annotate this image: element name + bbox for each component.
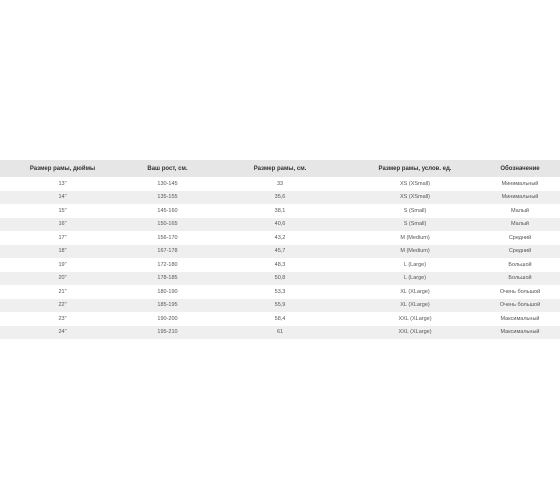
cell-designation: Максимальный: [480, 326, 560, 340]
cell-designation: Минимальный: [480, 177, 560, 191]
cell-cm: 33: [210, 177, 350, 191]
cell-size-code: M (Medium): [350, 231, 480, 245]
cell-cm: 55,9: [210, 299, 350, 313]
cell-inches: 23": [0, 312, 125, 326]
cell-inches: 18": [0, 245, 125, 259]
cell-size-code: M (Medium): [350, 245, 480, 259]
cell-designation: Максимальный: [480, 312, 560, 326]
cell-size-code: L (Large): [350, 272, 480, 286]
cell-inches: 22": [0, 299, 125, 313]
cell-cm: 58,4: [210, 312, 350, 326]
table-row: [0, 245, 560, 259]
cell-height: 150-165: [125, 218, 210, 232]
cell-cm: 35,6: [210, 191, 350, 205]
cell-designation: Малый: [480, 204, 560, 218]
header-height-cm: Ваш рост, см.: [125, 160, 210, 177]
cell-designation: Очень большой: [480, 285, 560, 299]
cell-designation: Средний: [480, 231, 560, 245]
cell-inches: 24": [0, 326, 125, 340]
cell-cm: 48,3: [210, 258, 350, 272]
table-row: [0, 285, 560, 299]
cell-height: 180-190: [125, 285, 210, 299]
cell-cm: 61: [210, 326, 350, 340]
cell-size-code: XXL (XLarge): [350, 326, 480, 340]
cell-inches: 15": [0, 204, 125, 218]
table-row: [0, 312, 560, 326]
cell-height: 178-185: [125, 272, 210, 286]
cell-designation: Минимальный: [480, 191, 560, 205]
table-row: [0, 204, 560, 218]
cell-size-code: S (Small): [350, 218, 480, 232]
table-header: [0, 160, 560, 177]
cell-size-code: XS (XSmall): [350, 177, 480, 191]
cell-height: 156-170: [125, 231, 210, 245]
cell-size-code: S (Small): [350, 204, 480, 218]
cell-inches: 14": [0, 191, 125, 205]
cell-cm: 53,3: [210, 285, 350, 299]
cell-height: 167-178: [125, 245, 210, 259]
cell-inches: 17": [0, 231, 125, 245]
header-row: [0, 160, 560, 177]
cell-height: 135-155: [125, 191, 210, 205]
cell-size-code: XL (XLarge): [350, 299, 480, 313]
cell-inches: 16": [0, 218, 125, 232]
cell-cm: 43,2: [210, 231, 350, 245]
cell-designation: Очень большой: [480, 299, 560, 313]
cell-inches: 13": [0, 177, 125, 191]
table-row: [0, 326, 560, 340]
cell-cm: 40,6: [210, 218, 350, 232]
cell-designation: Малый: [480, 218, 560, 232]
cell-size-code: XXL (XLarge): [350, 312, 480, 326]
cell-cm: 38,1: [210, 204, 350, 218]
cell-inches: 21": [0, 285, 125, 299]
table-row: [0, 258, 560, 272]
cell-height: 172-180: [125, 258, 210, 272]
cell-height: 130-145: [125, 177, 210, 191]
cell-designation: Большой: [480, 258, 560, 272]
table-row: [0, 299, 560, 313]
table-row: [0, 218, 560, 232]
table-row: [0, 177, 560, 191]
table-row: [0, 231, 560, 245]
cell-designation: Средний: [480, 245, 560, 259]
cell-cm: 45,7: [210, 245, 350, 259]
header-frame-size-inches: Размер рамы, дюймы: [0, 160, 125, 177]
header-frame-size-cm: Размер рамы, см.: [210, 160, 350, 177]
cell-height: 190-200: [125, 312, 210, 326]
cell-inches: 19": [0, 258, 125, 272]
frame-size-table: [0, 160, 560, 339]
cell-size-code: XL (XLarge): [350, 285, 480, 299]
cell-cm: 50,8: [210, 272, 350, 286]
table-row: [0, 191, 560, 205]
cell-designation: Большой: [480, 272, 560, 286]
cell-inches: 20": [0, 272, 125, 286]
header-designation: Обозначение: [480, 160, 560, 177]
cell-height: 185-195: [125, 299, 210, 313]
table-row: [0, 272, 560, 286]
table-body: [0, 177, 560, 339]
size-chart-table-container: [0, 160, 560, 339]
cell-size-code: L (Large): [350, 258, 480, 272]
cell-height: 145-160: [125, 204, 210, 218]
cell-height: 195-210: [125, 326, 210, 340]
header-frame-size-units: Размер рамы, услов. ед.: [350, 160, 480, 177]
cell-size-code: XS (XSmall): [350, 191, 480, 205]
